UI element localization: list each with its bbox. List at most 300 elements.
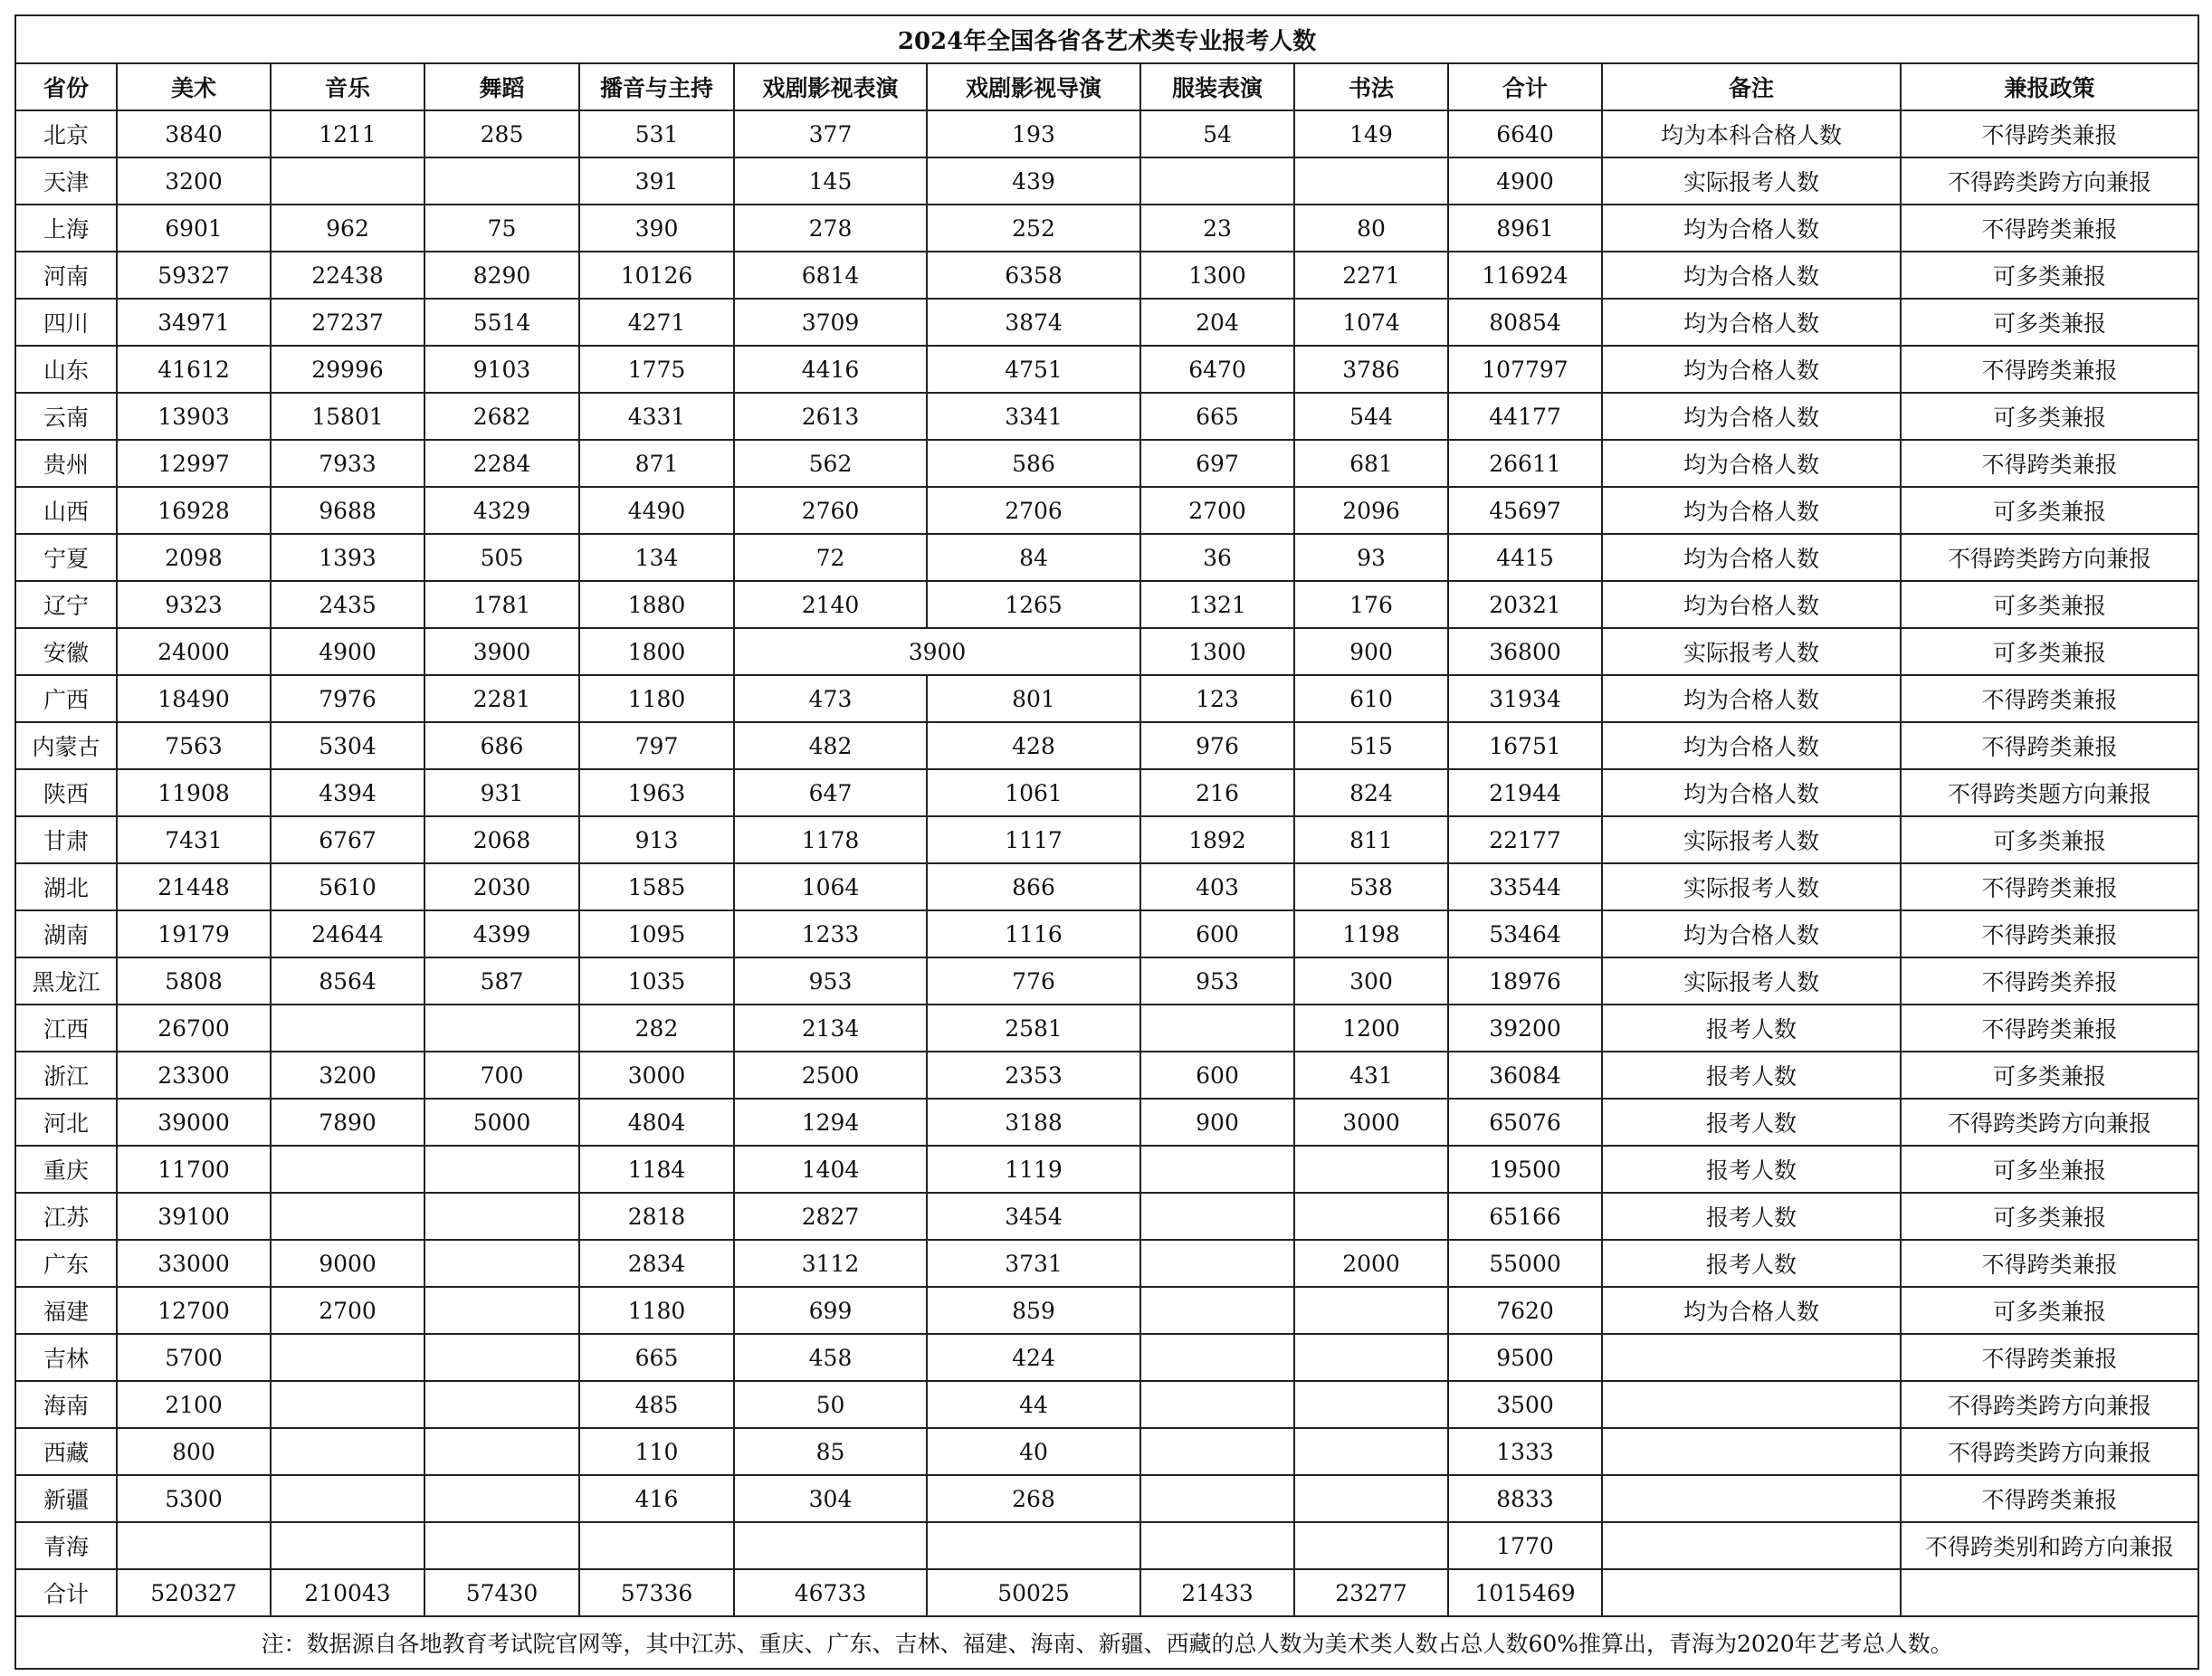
table-cell	[1294, 1522, 1448, 1569]
table-cell: 44	[927, 1381, 1140, 1428]
table-cell: 416	[579, 1475, 734, 1522]
table-row	[15, 205, 2198, 252]
table-cell: 2435	[271, 581, 424, 628]
table-cell	[271, 1381, 424, 1428]
province-cell: 浙江	[15, 1052, 117, 1099]
table-cell: 1035	[579, 957, 734, 1005]
total-cell: 1015469	[1448, 1569, 1602, 1616]
table-cell: 4415	[1448, 534, 1602, 581]
table-cell: 16751	[1448, 722, 1602, 769]
table-cell: 3874	[927, 299, 1140, 346]
province-cell: 青海	[15, 1522, 117, 1569]
table-row	[15, 1099, 2198, 1146]
table-cell: 204	[1140, 299, 1294, 346]
table-cell: 976	[1140, 722, 1294, 769]
table-cell: 285	[424, 110, 579, 157]
table-cell	[271, 157, 424, 205]
table-cell	[1140, 1146, 1294, 1193]
table-cell	[1602, 1381, 1901, 1428]
table-cell: 304	[734, 1475, 927, 1522]
table-cell: 33000	[117, 1240, 271, 1287]
table-cell: 1180	[579, 675, 734, 722]
province-cell: 甘肃	[15, 816, 117, 863]
province-cell: 新疆	[15, 1475, 117, 1522]
table-cell: 586	[927, 440, 1140, 487]
table-cell: 均为合格人数	[1602, 675, 1901, 722]
table-cell: 不得跨类兼报	[1901, 722, 2198, 769]
header-row	[15, 63, 2198, 110]
table-row	[15, 581, 2198, 628]
table-cell	[1140, 1193, 1294, 1240]
province-cell: 山东	[15, 346, 117, 393]
province-cell: 山西	[15, 487, 117, 534]
table-cell: 可多坐兼报	[1901, 1146, 2198, 1193]
table-cell: 2096	[1294, 487, 1448, 534]
table-cell: 可多类兼报	[1901, 628, 2198, 675]
table-cell: 2353	[927, 1052, 1140, 1099]
table-cell: 39100	[117, 1193, 271, 1240]
enrollment-table	[14, 14, 2199, 1670]
table-cell: 3112	[734, 1240, 927, 1287]
table-cell: 2613	[734, 393, 927, 440]
table-cell: 22438	[271, 252, 424, 299]
table-cell: 31934	[1448, 675, 1602, 722]
province-cell: 宁夏	[15, 534, 117, 581]
table-cell: 797	[579, 722, 734, 769]
table-cell: 不得跨类兼报	[1901, 1240, 2198, 1287]
table-cell: 1119	[927, 1146, 1140, 1193]
table-cell: 11700	[117, 1146, 271, 1193]
table-cell: 可多类兼报	[1901, 1052, 2198, 1099]
table-cell: 均为合格人数	[1602, 910, 1901, 957]
table-cell: 40	[927, 1428, 1140, 1475]
table-cell: 9688	[271, 487, 424, 534]
table-cell: 811	[1294, 816, 1448, 863]
table-cell: 可多类兼报	[1901, 1287, 2198, 1334]
table-cell: 871	[579, 440, 734, 487]
table-cell: 424	[927, 1334, 1140, 1381]
table-cell: 不得跨类跨方向兼报	[1901, 1381, 2198, 1428]
table-cell	[1294, 1381, 1448, 1428]
table-cell: 3454	[927, 1193, 1140, 1240]
table-cell: 2706	[927, 487, 1140, 534]
table-cell: 不得跨类兼报	[1901, 863, 2198, 910]
table-cell: 2827	[734, 1193, 927, 1240]
province-cell: 云南	[15, 393, 117, 440]
total-cell	[1602, 1569, 1901, 1616]
table-cell: 866	[927, 863, 1140, 910]
table-cell: 268	[927, 1475, 1140, 1522]
table-cell: 不得跨类跨方向兼报	[1901, 157, 2198, 205]
table-row	[15, 1381, 2198, 1428]
table-cell: 报考人数	[1602, 1146, 1901, 1193]
table-cell: 2834	[579, 1240, 734, 1287]
table-cell: 4900	[1448, 157, 1602, 205]
table-cell: 实际报考人数	[1602, 816, 1901, 863]
table-cell: 不得跨类兼报	[1901, 440, 2198, 487]
table-cell: 均为合格人数	[1602, 440, 1901, 487]
table-cell: 587	[424, 957, 579, 1005]
table-cell: 1117	[927, 816, 1140, 863]
table-cell: 不得跨类兼报	[1901, 910, 2198, 957]
column-header: 合计	[1448, 63, 1602, 110]
table-cell: 403	[1140, 863, 1294, 910]
table-cell: 不得跨类别和跨方向兼报	[1901, 1522, 2198, 1569]
table-cell: 4490	[579, 487, 734, 534]
table-row	[15, 1475, 2198, 1522]
total-cell: 21433	[1140, 1569, 1294, 1616]
table-body	[15, 110, 2198, 1569]
table-cell: 1800	[579, 628, 734, 675]
table-cell: 不得跨类跨方向兼报	[1901, 1099, 2198, 1146]
table-cell: 可多类兼报	[1901, 393, 2198, 440]
province-cell: 广东	[15, 1240, 117, 1287]
table-cell	[1140, 1475, 1294, 1522]
table-cell	[424, 1381, 579, 1428]
column-header: 播音与主持	[579, 63, 734, 110]
table-cell: 610	[1294, 675, 1448, 722]
table-cell: 55000	[1448, 1240, 1602, 1287]
table-cell: 6470	[1140, 346, 1294, 393]
table-cell: 1074	[1294, 299, 1448, 346]
table-cell: 686	[424, 722, 579, 769]
table-cell	[424, 1334, 579, 1381]
table-cell: 665	[1140, 393, 1294, 440]
table-cell: 3000	[579, 1052, 734, 1099]
province-cell: 黑龙江	[15, 957, 117, 1005]
table-cell: 282	[579, 1005, 734, 1052]
table-cell	[271, 1475, 424, 1522]
table-cell: 报考人数	[1602, 1005, 1901, 1052]
province-cell: 北京	[15, 110, 117, 157]
table-cell: 300	[1294, 957, 1448, 1005]
total-row	[15, 1569, 2198, 1616]
table-cell: 85	[734, 1428, 927, 1475]
table-cell	[1140, 1428, 1294, 1475]
province-cell: 湖北	[15, 863, 117, 910]
table-cell: 2581	[927, 1005, 1140, 1052]
table-cell	[1294, 1334, 1448, 1381]
table-cell: 23300	[117, 1052, 271, 1099]
table-cell: 145	[734, 157, 927, 205]
table-cell	[424, 1005, 579, 1052]
province-cell: 上海	[15, 205, 117, 252]
table-cell: 1095	[579, 910, 734, 957]
table-cell: 800	[117, 1428, 271, 1475]
table-cell: 1393	[271, 534, 424, 581]
table-cell: 544	[1294, 393, 1448, 440]
table-title: 2024年全国各省各艺术类专业报考人数	[15, 15, 2198, 63]
table-cell: 824	[1294, 769, 1448, 816]
table-cell: 3500	[1448, 1381, 1602, 1428]
table-row	[15, 1052, 2198, 1099]
table-cell: 可多类兼报	[1901, 816, 2198, 863]
total-cell: 46733	[734, 1569, 927, 1616]
table-cell: 2098	[117, 534, 271, 581]
table-cell: 7933	[271, 440, 424, 487]
table-cell: 7890	[271, 1099, 424, 1146]
table-cell: 391	[579, 157, 734, 205]
table-cell: 6814	[734, 252, 927, 299]
table-cell: 428	[927, 722, 1140, 769]
table-row	[15, 157, 2198, 205]
table-cell: 不得跨类兼报	[1901, 346, 2198, 393]
table-row	[15, 816, 2198, 863]
province-cell: 西藏	[15, 1428, 117, 1475]
table-cell: 4804	[579, 1099, 734, 1146]
table-cell: 5304	[271, 722, 424, 769]
table-cell: 26611	[1448, 440, 1602, 487]
table-row	[15, 487, 2198, 534]
table-cell: 1233	[734, 910, 927, 957]
column-header: 舞蹈	[424, 63, 579, 110]
table-cell: 3188	[927, 1099, 1140, 1146]
province-cell: 广西	[15, 675, 117, 722]
table-cell: 不得跨类跨方向兼报	[1901, 1428, 2198, 1475]
table-row	[15, 252, 2198, 299]
table-row	[15, 1287, 2198, 1334]
table-cell: 252	[927, 205, 1140, 252]
table-cell: 9103	[424, 346, 579, 393]
table-cell: 均为合格人数	[1602, 299, 1901, 346]
column-header: 戏剧影视表演	[734, 63, 927, 110]
table-cell: 697	[1140, 440, 1294, 487]
table-cell: 2134	[734, 1005, 927, 1052]
table-cell: 110	[579, 1428, 734, 1475]
table-cell: 39000	[117, 1099, 271, 1146]
total-cell: 57430	[424, 1569, 579, 1616]
table-cell	[1294, 1287, 1448, 1334]
table-cell	[1602, 1334, 1901, 1381]
table-cell: 2284	[424, 440, 579, 487]
table-cell: 2700	[1140, 487, 1294, 534]
table-cell	[1140, 157, 1294, 205]
table-row	[15, 769, 2198, 816]
table-cell	[1602, 1522, 1901, 1569]
table-cell: 1300	[1140, 252, 1294, 299]
table-cell: 431	[1294, 1052, 1448, 1099]
table-cell: 962	[271, 205, 424, 252]
province-cell: 陕西	[15, 769, 117, 816]
table-cell: 176	[1294, 581, 1448, 628]
table-cell: 4394	[271, 769, 424, 816]
table-cell: 5808	[117, 957, 271, 1005]
table-cell: 不得跨类兼报	[1901, 1005, 2198, 1052]
table-cell: 1300	[1140, 628, 1294, 675]
data-sheet	[14, 14, 2198, 1670]
table-cell: 不得跨类兼报	[1901, 205, 2198, 252]
table-cell: 报考人数	[1602, 1099, 1901, 1146]
table-row	[15, 1428, 2198, 1475]
province-cell: 吉林	[15, 1334, 117, 1381]
table-row	[15, 440, 2198, 487]
table-cell: 538	[1294, 863, 1448, 910]
table-cell: 3900	[734, 628, 1140, 675]
table-row	[15, 1005, 2198, 1052]
table-cell: 515	[1294, 722, 1448, 769]
table-cell: 7431	[117, 816, 271, 863]
table-cell: 900	[1294, 628, 1448, 675]
table-cell: 1184	[579, 1146, 734, 1193]
table-cell: 458	[734, 1334, 927, 1381]
table-cell: 5300	[117, 1475, 271, 1522]
table-cell: 1781	[424, 581, 579, 628]
table-cell: 5514	[424, 299, 579, 346]
table-cell: 18490	[117, 675, 271, 722]
table-cell: 24000	[117, 628, 271, 675]
table-cell	[1294, 157, 1448, 205]
table-cell: 4399	[424, 910, 579, 957]
table-cell: 2281	[424, 675, 579, 722]
province-cell: 安徽	[15, 628, 117, 675]
table-cell: 34971	[117, 299, 271, 346]
table-cell: 377	[734, 110, 927, 157]
table-row	[15, 534, 2198, 581]
table-cell: 可多类兼报	[1901, 487, 2198, 534]
table-cell: 1198	[1294, 910, 1448, 957]
table-cell: 22177	[1448, 816, 1602, 863]
table-cell: 1200	[1294, 1005, 1448, 1052]
table-cell: 2271	[1294, 252, 1448, 299]
table-cell: 59327	[117, 252, 271, 299]
table-cell: 报考人数	[1602, 1240, 1901, 1287]
table-cell: 1404	[734, 1146, 927, 1193]
table-cell: 10126	[579, 252, 734, 299]
table-cell: 4751	[927, 346, 1140, 393]
province-cell: 四川	[15, 299, 117, 346]
table-cell	[1140, 1381, 1294, 1428]
table-cell: 3200	[271, 1052, 424, 1099]
table-cell: 699	[734, 1287, 927, 1334]
table-cell: 4900	[271, 628, 424, 675]
table-cell: 193	[927, 110, 1140, 157]
table-cell: 27237	[271, 299, 424, 346]
table-row	[15, 957, 2198, 1005]
table-cell: 4271	[579, 299, 734, 346]
province-cell: 内蒙古	[15, 722, 117, 769]
table-cell	[1140, 1005, 1294, 1052]
table-cell: 1211	[271, 110, 424, 157]
total-label: 合计	[15, 1569, 117, 1616]
table-cell: 6640	[1448, 110, 1602, 157]
table-cell: 647	[734, 769, 927, 816]
table-cell	[271, 1428, 424, 1475]
table-cell: 不得跨类养报	[1901, 957, 2198, 1005]
table-cell: 1178	[734, 816, 927, 863]
table-cell: 12997	[117, 440, 271, 487]
table-row	[15, 675, 2198, 722]
table-cell: 36084	[1448, 1052, 1602, 1099]
table-cell: 可多类兼报	[1901, 1193, 2198, 1240]
table-cell: 5610	[271, 863, 424, 910]
table-cell: 776	[927, 957, 1140, 1005]
table-cell: 1770	[1448, 1522, 1602, 1569]
table-cell: 18976	[1448, 957, 1602, 1005]
table-cell	[424, 1193, 579, 1240]
column-header: 备注	[1602, 63, 1901, 110]
table-cell	[424, 1287, 579, 1334]
column-header: 省份	[15, 63, 117, 110]
table-cell	[424, 1475, 579, 1522]
table-cell: 均为合格人数	[1602, 1287, 1901, 1334]
table-cell	[1294, 1146, 1448, 1193]
table-cell: 1116	[927, 910, 1140, 957]
table-cell: 116924	[1448, 252, 1602, 299]
table-cell: 报考人数	[1602, 1052, 1901, 1099]
table-cell: 953	[1140, 957, 1294, 1005]
table-cell: 9500	[1448, 1334, 1602, 1381]
column-header: 书法	[1294, 63, 1448, 110]
table-cell: 1585	[579, 863, 734, 910]
table-cell: 实际报考人数	[1602, 957, 1901, 1005]
table-cell: 913	[579, 816, 734, 863]
table-cell: 485	[579, 1381, 734, 1428]
table-cell: 13903	[117, 393, 271, 440]
table-cell	[424, 1240, 579, 1287]
table-cell: 报考人数	[1602, 1193, 1901, 1240]
table-cell: 实际报考人数	[1602, 863, 1901, 910]
table-cell: 600	[1140, 910, 1294, 957]
table-cell: 6901	[117, 205, 271, 252]
province-cell: 辽宁	[15, 581, 117, 628]
table-cell: 均为合格人数	[1602, 534, 1901, 581]
table-cell: 5000	[424, 1099, 579, 1146]
table-cell: 3709	[734, 299, 927, 346]
province-cell: 福建	[15, 1287, 117, 1334]
province-cell: 重庆	[15, 1146, 117, 1193]
table-cell: 439	[927, 157, 1140, 205]
table-cell: 6358	[927, 252, 1140, 299]
table-cell: 2000	[1294, 1240, 1448, 1287]
table-cell: 24644	[271, 910, 424, 957]
table-cell: 80854	[1448, 299, 1602, 346]
table-cell: 278	[734, 205, 927, 252]
table-cell: 50	[734, 1381, 927, 1428]
table-cell: 39200	[1448, 1005, 1602, 1052]
table-cell: 不得跨类兼报	[1901, 1334, 2198, 1381]
table-cell: 可多类兼报	[1901, 299, 2198, 346]
table-cell: 1265	[927, 581, 1140, 628]
table-row	[15, 393, 2198, 440]
table-cell	[1140, 1240, 1294, 1287]
table-row	[15, 110, 2198, 157]
table-cell: 7563	[117, 722, 271, 769]
table-row	[15, 299, 2198, 346]
table-cell: 3731	[927, 1240, 1140, 1287]
table-cell: 均为合格人数	[1602, 205, 1901, 252]
footnote: 注：数据源自各地教育考试院官网等，其中江苏、重庆、广东、吉林、福建、海南、新疆、西藏的总人数为美术类人数占总人数60%推算出，青海为2020年艺考总人数。	[15, 1616, 2198, 1669]
table-cell: 8833	[1448, 1475, 1602, 1522]
column-header: 音乐	[271, 63, 424, 110]
table-cell: 9323	[117, 581, 271, 628]
table-cell: 149	[1294, 110, 1448, 157]
table-cell: 不得跨类题方向兼报	[1901, 769, 2198, 816]
table-cell: 1333	[1448, 1428, 1602, 1475]
table-cell: 12700	[117, 1287, 271, 1334]
table-cell: 33544	[1448, 863, 1602, 910]
table-cell: 均为台格人数	[1602, 581, 1901, 628]
table-cell	[927, 1522, 1140, 1569]
table-row	[15, 346, 2198, 393]
table-cell: 1775	[579, 346, 734, 393]
province-cell: 海南	[15, 1381, 117, 1428]
total-cell: 210043	[271, 1569, 424, 1616]
table-cell	[424, 157, 579, 205]
province-cell: 河南	[15, 252, 117, 299]
total-cell: 23277	[1294, 1569, 1448, 1616]
table-cell: 3200	[117, 157, 271, 205]
table-cell: 8564	[271, 957, 424, 1005]
